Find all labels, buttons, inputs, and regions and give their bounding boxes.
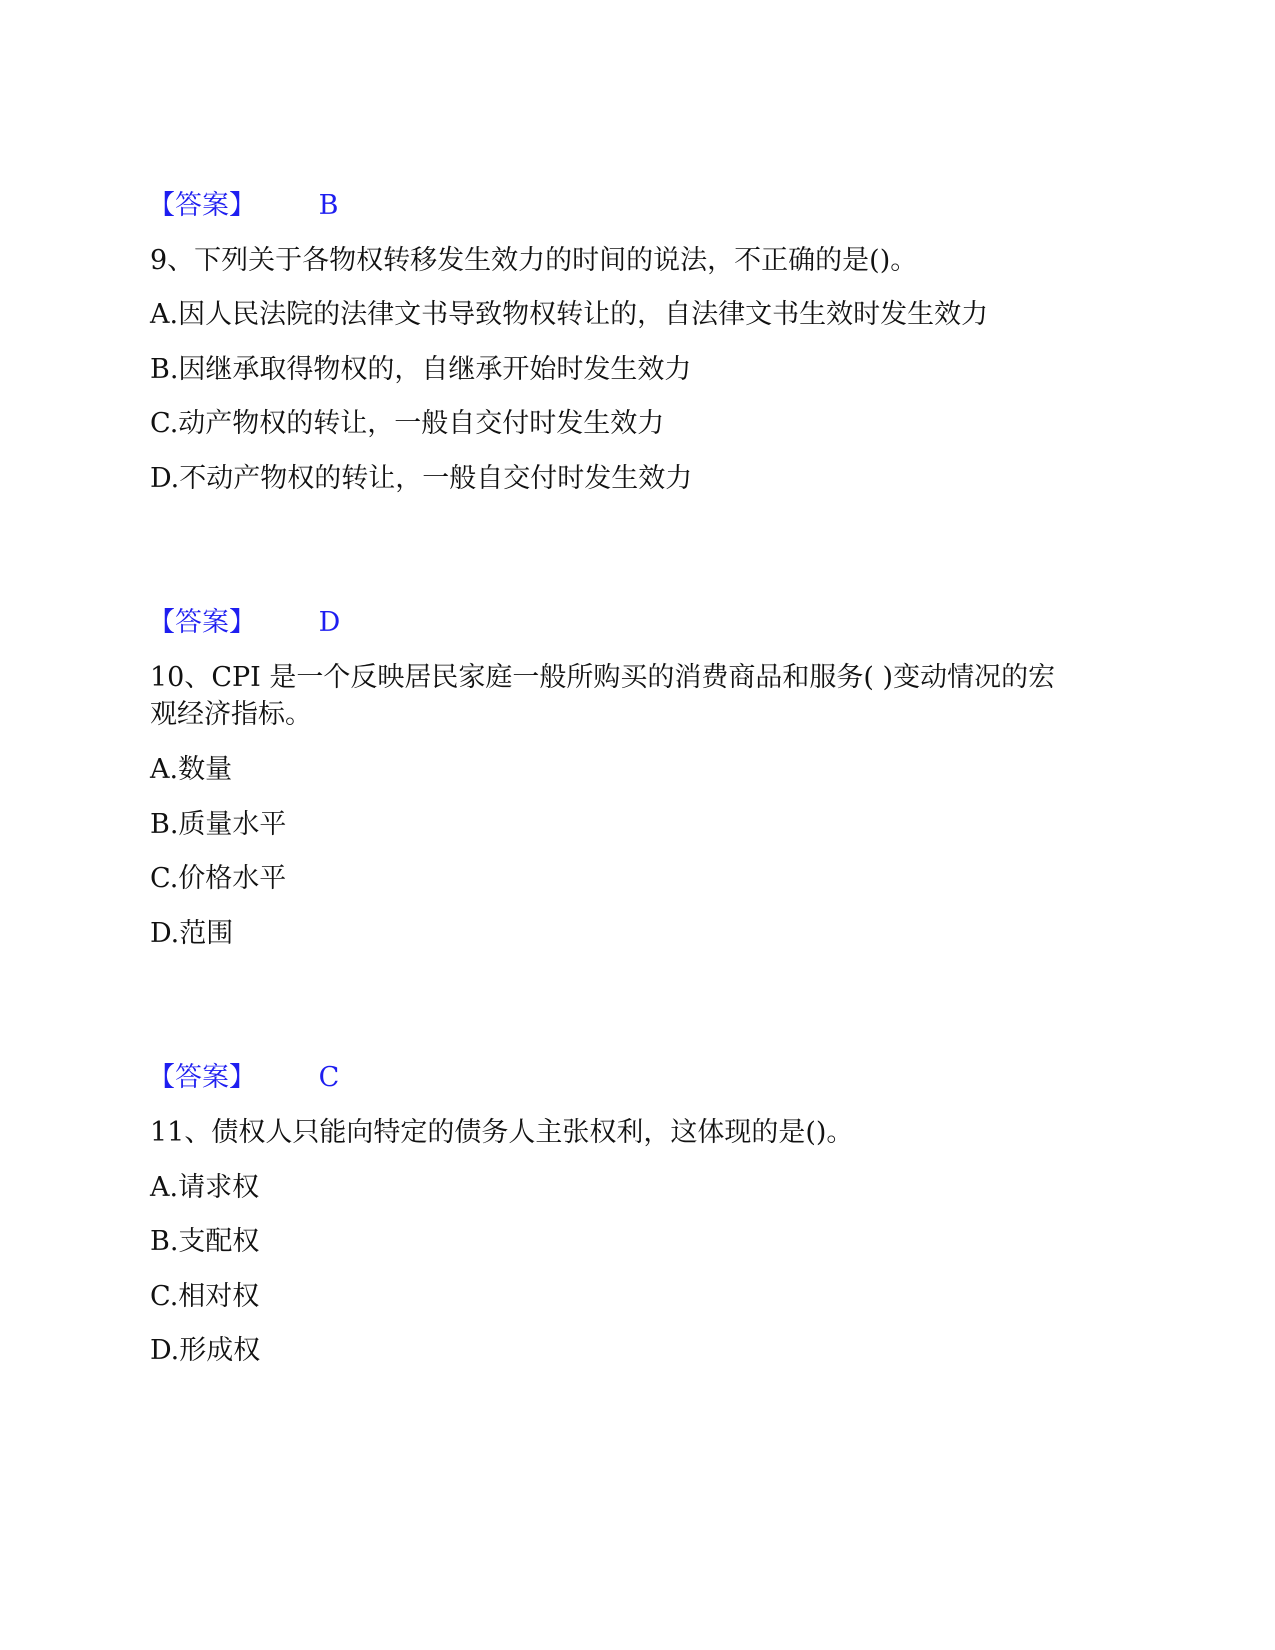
answer-value: C xyxy=(318,1062,340,1093)
answer-label: 【答案】 xyxy=(148,1062,256,1093)
question-text: 10、CPI 是一个反映居民家庭一般所购买的消费商品和服务( )变动情况的宏 xyxy=(150,662,1056,693)
answer-label: 【答案】 xyxy=(148,190,256,221)
answer-line xyxy=(148,188,338,224)
option-d: D.范围 xyxy=(150,918,234,949)
answer-value: D xyxy=(318,607,341,638)
answer-line xyxy=(148,1060,339,1096)
option-d: D.形成权 xyxy=(150,1335,261,1366)
option-b: B.支配权 xyxy=(150,1226,260,1257)
option-a: A.请求权 xyxy=(150,1172,260,1203)
option-a: A.因人民法院的法律文书导致物权转让的，自法律文书生效时发生效力 xyxy=(150,299,989,330)
answer-value: B xyxy=(318,190,339,221)
option-a: A.数量 xyxy=(150,754,233,785)
option-d: D.不动产物权的转让，一般自交付时发生效力 xyxy=(150,463,693,494)
option-c: C.价格水平 xyxy=(150,863,287,894)
answer-line xyxy=(148,605,340,641)
question-text: 9、下列关于各物权转移发生效力的时间的说法，不正确的是()。 xyxy=(150,245,918,276)
question-text-continued: 观经济指标。 xyxy=(150,699,312,730)
option-c: C.相对权 xyxy=(150,1281,260,1312)
answer-label: 【答案】 xyxy=(148,607,256,638)
option-c: C.动产物权的转让，一般自交付时发生效力 xyxy=(150,408,665,439)
option-b: B.质量水平 xyxy=(150,809,287,840)
option-b: B.因继承取得物权的，自继承开始时发生效力 xyxy=(150,354,692,385)
question-text: 11、债权人只能向特定的债务人主张权利，这体现的是()。 xyxy=(150,1117,854,1148)
